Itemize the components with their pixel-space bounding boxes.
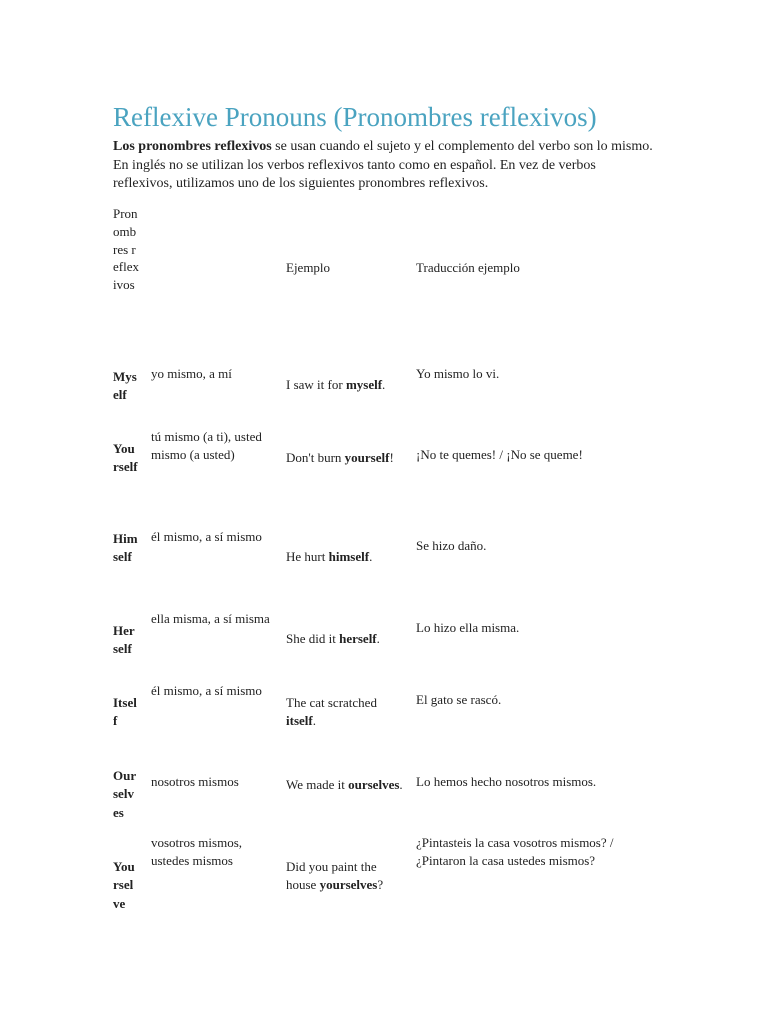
pronoun-ourselves: Ourselves: [113, 768, 137, 820]
pronoun-himself: Himself: [113, 531, 138, 565]
header-pronombres-reflexivos: Pronombres reflexivos: [113, 206, 139, 293]
intro-bold-term: Los pronombres reflexivos: [113, 139, 272, 154]
meaning-ourselves: nosotros mismos: [151, 774, 239, 789]
header-ejemplo: Ejemplo: [286, 260, 331, 275]
page-title: Reflexive Pronouns (Pronombres reflexivos): [113, 102, 597, 132]
pronoun-herself: Herself: [113, 623, 135, 657]
intro-paragraph: [113, 138, 658, 194]
translation-itself: El gato se rascó.: [416, 692, 502, 707]
translation-herself: Lo hizo ella misma.: [416, 620, 520, 635]
meaning-yourselves: vosotros mismos, ustedes mismos: [151, 835, 243, 869]
meaning-herself: ella misma, a sí misma: [151, 611, 270, 626]
example-himself: He hurt himself.: [286, 549, 373, 564]
pronoun-yourselves: Yourselve: [113, 859, 135, 911]
meaning-myself: yo mismo, a mí: [151, 366, 232, 381]
translation-ourselves: Lo hemos hecho nosotros mismos.: [416, 774, 597, 789]
example-herself: She did it herself.: [286, 631, 380, 646]
translation-himself: Se hizo daño.: [416, 538, 487, 553]
example-yourself: Don't burn yourself!: [286, 450, 394, 465]
translation-yourself: ¡No te quemes! / ¡No se queme!: [416, 447, 583, 462]
example-myself: I saw it for myself.: [286, 377, 386, 392]
meaning-yourself: tú mismo (a ti), usted mismo (a usted): [151, 429, 262, 463]
example-itself: The cat scratched itself.: [286, 695, 377, 729]
pronoun-myself: Myself: [113, 369, 137, 403]
meaning-himself: él mismo, a sí mismo: [151, 529, 262, 544]
meaning-itself: él mismo, a sí mismo: [151, 683, 262, 698]
example-yourselves: Did you paint the house yourselves?: [286, 859, 384, 893]
header-traduccion-ejemplo: Traducción ejemplo: [416, 260, 520, 275]
pronoun-yourself: Yourself: [113, 441, 138, 475]
intro-text: se usan cuando el sujeto y el complemento del verbo son lo mismo. En inglés no se utilizan los verbos reflexivos tanto como en español. En vez de verbos reflexivos, utilizamos uno de los siguientes pronombres reflexivos.: [113, 139, 653, 191]
translation-myself: Yo mismo lo vi.: [416, 366, 500, 381]
pronoun-itself: Itself: [113, 695, 137, 729]
example-ourselves: We made it ourselves.: [286, 777, 403, 792]
translation-yourselves: ¿Pintasteis la casa vosotros mismos? / ¿Pintaron la casa ustedes mismos?: [416, 835, 614, 869]
